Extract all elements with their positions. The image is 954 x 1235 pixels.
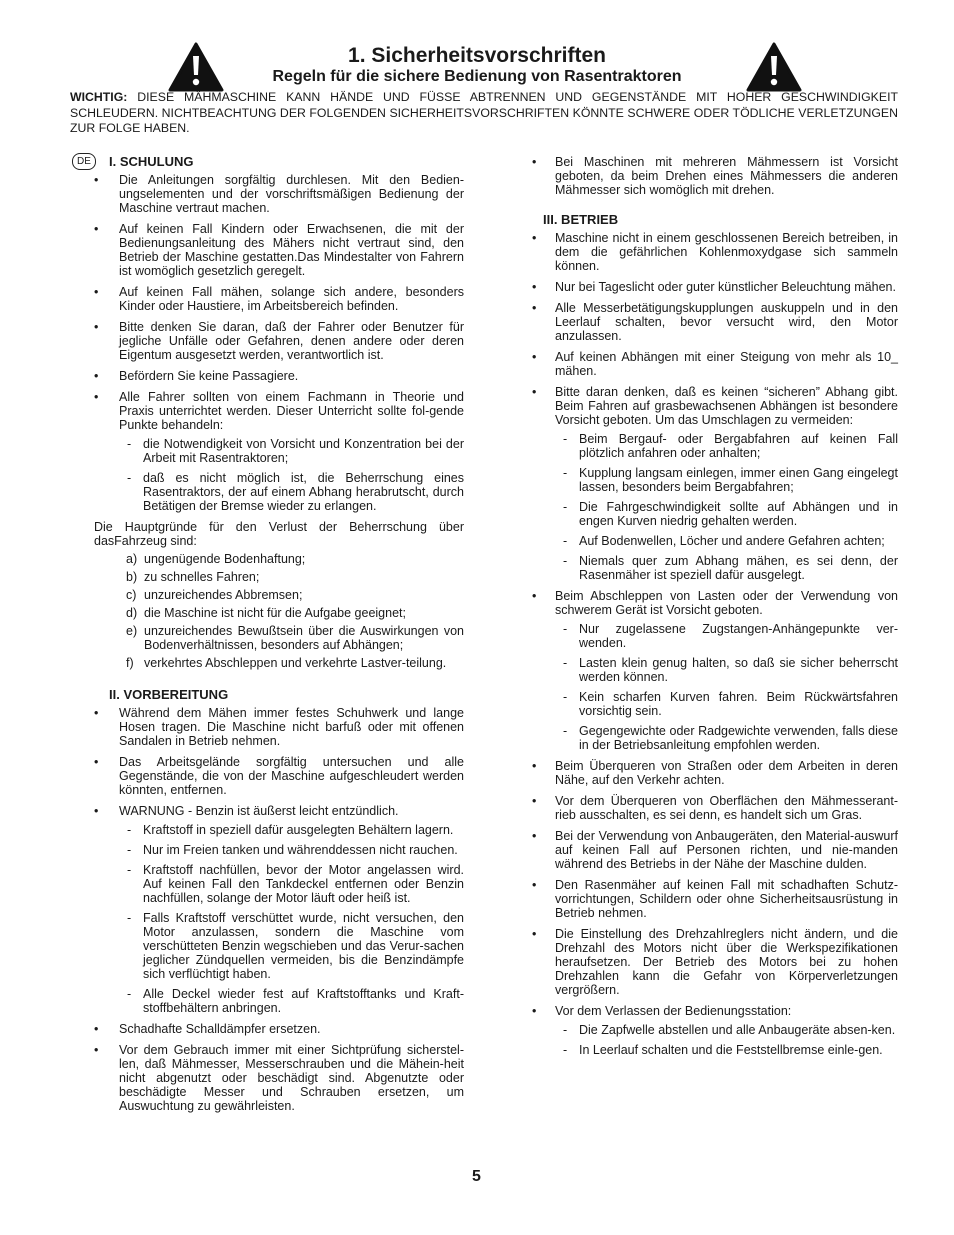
list-item-text: Alle Fahrer sollten von einem Fachmann in Theorie und Praxis unterrichtet werden. Dieser Unterricht sollte fol-gende Punkte behandeln: (119, 390, 464, 432)
sub-list (119, 823, 464, 1015)
sub-list-item: - Kraftstoff in speziell dafür ausgelegten Behältern lagern. (119, 823, 464, 837)
list-item (94, 804, 464, 1015)
vorbereitung-list (94, 706, 464, 1113)
list-item: • Vor dem Gebrauch immer mit einer Sichtprüfung sicherstel-len, daß Mähmesser, Messerschrauben und die Mähein-heit nicht abgenutzt oder beschädigt sind. Abgenutzte oder beschädigte Messer und Schrauben ersetzen, um Auswuchtung zu gewährleisten. (94, 1043, 464, 1113)
sub-list (119, 437, 464, 513)
right-column (532, 155, 898, 1064)
list-item (94, 390, 464, 513)
list-item: • Die Anleitungen sorgfältig durchlesen. Mit den Bedien-ungselementen und der vorschriftsmäßigen Bedienung der Maschine vertraut machen. (94, 173, 464, 215)
page-subtitle: Regeln für die sichere Bedienung von Rasentraktoren (272, 68, 682, 85)
list-item: • Die Einstellung des Drehzahlreglers nicht ändern, und die Drehzahl des Motors nicht über die Werkspezifikationen heraufsetzen. Der Betrieb des Motors bei zu hohen Drehzahlen kann die Gefahr von Körperverletzungen vergrößern. (532, 927, 898, 997)
reason-item: b) zu schnelles Fahren; (126, 570, 260, 584)
sub-list-item: - Alle Deckel wieder fest auf Kraftstofftanks und Kraft-stoffbehältern anbringen. (119, 987, 464, 1015)
list-item (532, 385, 898, 582)
list-item: • Das Arbeitsgelände sorgfältig untersuchen und alle Gegenstände, die von der Maschine aufgeschleudert werden könnten, entfernen. (94, 755, 464, 797)
sub-list-item: - Nur im Freien tanken und währenddessen nicht rauchen. (119, 843, 464, 857)
list-item (532, 589, 898, 752)
betrieb-list (532, 231, 898, 1057)
sub-list-item: - Nur zugelassene Zugstangen-Anhängepunkte ver-wenden. (555, 622, 898, 650)
list-item: • Befördern Sie keine Passagiere. (94, 369, 464, 383)
sub-list-item: - Lasten klein genug halten, so daß sie sicher beherrscht werden können. (555, 656, 898, 684)
reason-item: f) verkehrtes Abschleppen und verkehrte Lastver-teilung. (126, 656, 447, 670)
list-item: • Vor dem Überqueren von Oberflächen den Mähmesserant-rieb ausschalten, es sei denn, es handelt sich um Gras. (532, 794, 898, 822)
section-heading-vorbereitung: II. VORBEREITUNG (109, 687, 229, 702)
reason-item: c) unzureichendes Abbremsen; (126, 588, 303, 602)
list-item-text: Vor dem Verlassen der Bedienungsstation: (555, 1004, 792, 1018)
page-number: 5 (472, 1168, 481, 1185)
list-item: • Beim Überqueren von Straßen oder dem Arbeiten in deren Nähe, auf den Verkehr achten. (532, 759, 898, 787)
reason-item: d) die Maschine ist nicht für die Aufgabe geeignet; (126, 606, 406, 620)
warning-intro (70, 90, 898, 137)
list-item: • Maschine nicht in einem geschlossenen Bereich betreiben, in dem die gefährlichen Kohlenmoxydgase sich sammeln können. (532, 231, 898, 273)
sub-list-item: - Gegengewichte oder Radgewichte verwenden, falls diese in der Betriebsanleitung empfohlen werden. (555, 724, 898, 752)
list-item: • Auf keinen Fall Kindern oder Erwachsenen, die mit der Bedienungsanleitung des Mähers nicht vertraut sind, den Betrieb der Maschine gestatten.Das Mindestalter von Fahrern ist womöglich gesetzlich geregelt. (94, 222, 464, 278)
sub-list-item: - Falls Kraftstoff verschüttet wurde, nicht versuchen, den Motor anzulassen, sondern die Maschine vom verschütteten Benzin wegschieben und das Verur-sachen jeglicher Zündquellen vermeiden, bis die Benzindämpfe sich verflüchtigt haben. (119, 911, 464, 981)
warning-text: DIESE MÄHMASCHINE KANN HÄNDE UND FÜSSE ABTRENNEN UND GEGENSTÄNDE MIT HOHER GESCHWINDIGKEIT SCHLEUDERN. NICHTBEACHTUNG DER FOLGENDEN SICHERHEITSVORSCHRIFTEN KÖNNTE SCHWERE ODER TÖDLICHE VERLETZUNGEN ZUR FOLGE HABEN. (70, 90, 898, 136)
sub-list-item: - Beim Bergauf- oder Bergabfahren auf keinen Fall plötzlich anfahren oder anhalten; (555, 432, 898, 460)
reasons-intro: Die Hauptgründe für den Verlust der Beherrschung über dasFahrzeug sind: (94, 520, 464, 548)
section-heading-schulung: I. SCHULUNG (109, 154, 194, 169)
warning-label: WICHTIG: (70, 90, 128, 104)
sub-list-item: - Die Zapfwelle abstellen und alle Anbaugeräte absen-ken. (555, 1023, 898, 1037)
list-item-text: Beim Abschleppen von Lasten oder der Verwendung von schwerem Gerät ist Vorsicht geboten. (555, 589, 898, 617)
vorbereitung-list-continued (532, 155, 898, 197)
list-item (532, 1004, 898, 1057)
list-item: • Nur bei Tageslicht oder guter künstlicher Beleuchtung mähen. (532, 280, 898, 294)
schulung-list (94, 173, 464, 513)
sub-list-item: - daß es nicht möglich ist, die Beherrschung eines Rasentraktors, der auf einem Abhang herabrutscht, durch Betätigen der Bremse wieder zu erlangen. (119, 471, 464, 513)
left-column (94, 155, 464, 1120)
sub-list (555, 622, 898, 752)
list-item-text: WARNUNG - Benzin ist äußerst leicht entzündlich. (119, 804, 399, 818)
list-item: • Während dem Mähen immer festes Schuhwerk und lange Hosen tragen. Die Maschine nicht barfuß oder mit offenen Sandalen in Betrieb nehmen. (94, 706, 464, 748)
list-item-text: Bitte daran denken, daß es keinen “sicheren” Abhang gibt. Beim Fahren auf grasbewachsenen Abhängen ist besondere Vorsicht geboten. Um das Umschlagen zu vermeiden: (555, 385, 898, 427)
list-item: • Auf keinen Fall mähen, solange sich andere, besonders Kinder oder Haustiere, im Arbeitsbereich befinden. (94, 285, 464, 313)
sub-list-item: - Kein scharfen Kurven fahren. Beim Rückwärtsfahren vorsichtig sein. (555, 690, 898, 718)
list-item: • Den Rasenmäher auf keinen Fall mit schadhaften Schutz-vorrichtungen, Schildern oder ohne Sicherheitsausrüstung in Betrieb nehmen. (532, 878, 898, 920)
sub-list (555, 1023, 898, 1057)
list-item: • Schadhafte Schalldämpfer ersetzen. (94, 1022, 464, 1036)
reasons-list (94, 552, 464, 670)
sub-list-item: - In Leerlauf schalten und die Feststellbremse einle-gen. (555, 1043, 898, 1057)
reason-item: e) unzureichendes Bewußtsein über die Auswirkungen von Bodenverhältnissen, besonders auf Abhängen; (126, 624, 464, 652)
sub-list-item: - Kraftstoff nachfüllen, bevor der Motor angelassen wird. Auf keinen Fall den Tankdeckel entfernen oder Benzin nachfüllen, solange der Motor läuft oder heiß ist. (119, 863, 464, 905)
section-heading-betrieb: III. BETRIEB (543, 212, 619, 227)
sub-list (555, 432, 898, 582)
page-title: 1. Sicherheitsvorschriften (348, 44, 606, 67)
list-item: • Bei der Verwendung von Anbaugeräten, den Material-auswurf auf keinen Fall auf Personen richten, und nie-manden während des Betriebs in der Nähe der Maschine dulden. (532, 829, 898, 871)
sub-list-item: - Niemals quer zum Abhang mähen, es sei denn, der Rasenmäher ist speziell dafür ausgelegt. (555, 554, 898, 582)
sub-list-item: - Kupplung langsam einlegen, immer einen Gang eingelegt lassen, besonders beim Bergabfahren; (555, 466, 898, 494)
sub-list-item: - Auf Bodenwellen, Löcher und andere Gefahren achten; (555, 534, 898, 548)
reason-item: a) ungenügende Bodenhaftung; (126, 552, 306, 566)
language-badge: DE (72, 153, 96, 170)
sub-list-item: - die Notwendigkeit von Vorsicht und Konzentration bei der Arbeit mit Rasentraktoren; (119, 437, 464, 465)
sub-list-item: - Die Fahrgeschwindigkeit sollte auf Abhängen und in engen Kurven niedrig gehalten werden. (555, 500, 898, 528)
list-item: • Auf keinen Abhängen mit einer Steigung von mehr als 10_ mähen. (532, 350, 898, 378)
list-item: • Alle Messerbetätigungskupplungen auskuppeln und in den Leerlauf schalten, bevor versucht wird, den Motor anzulassen. (532, 301, 898, 343)
list-item: • Bitte denken Sie daran, daß der Fahrer oder Benutzer für jegliche Unfälle oder Gefahren, denen andere oder deren Eigentum ausgesetzt werden, verantwortlich ist. (94, 320, 464, 362)
list-item: • Bei Maschinen mit mehreren Mähmessern ist Vorsicht geboten, da beim Drehen eines Mähmessers die anderen Mähmesser sich womöglich mit drehen. (532, 155, 898, 197)
